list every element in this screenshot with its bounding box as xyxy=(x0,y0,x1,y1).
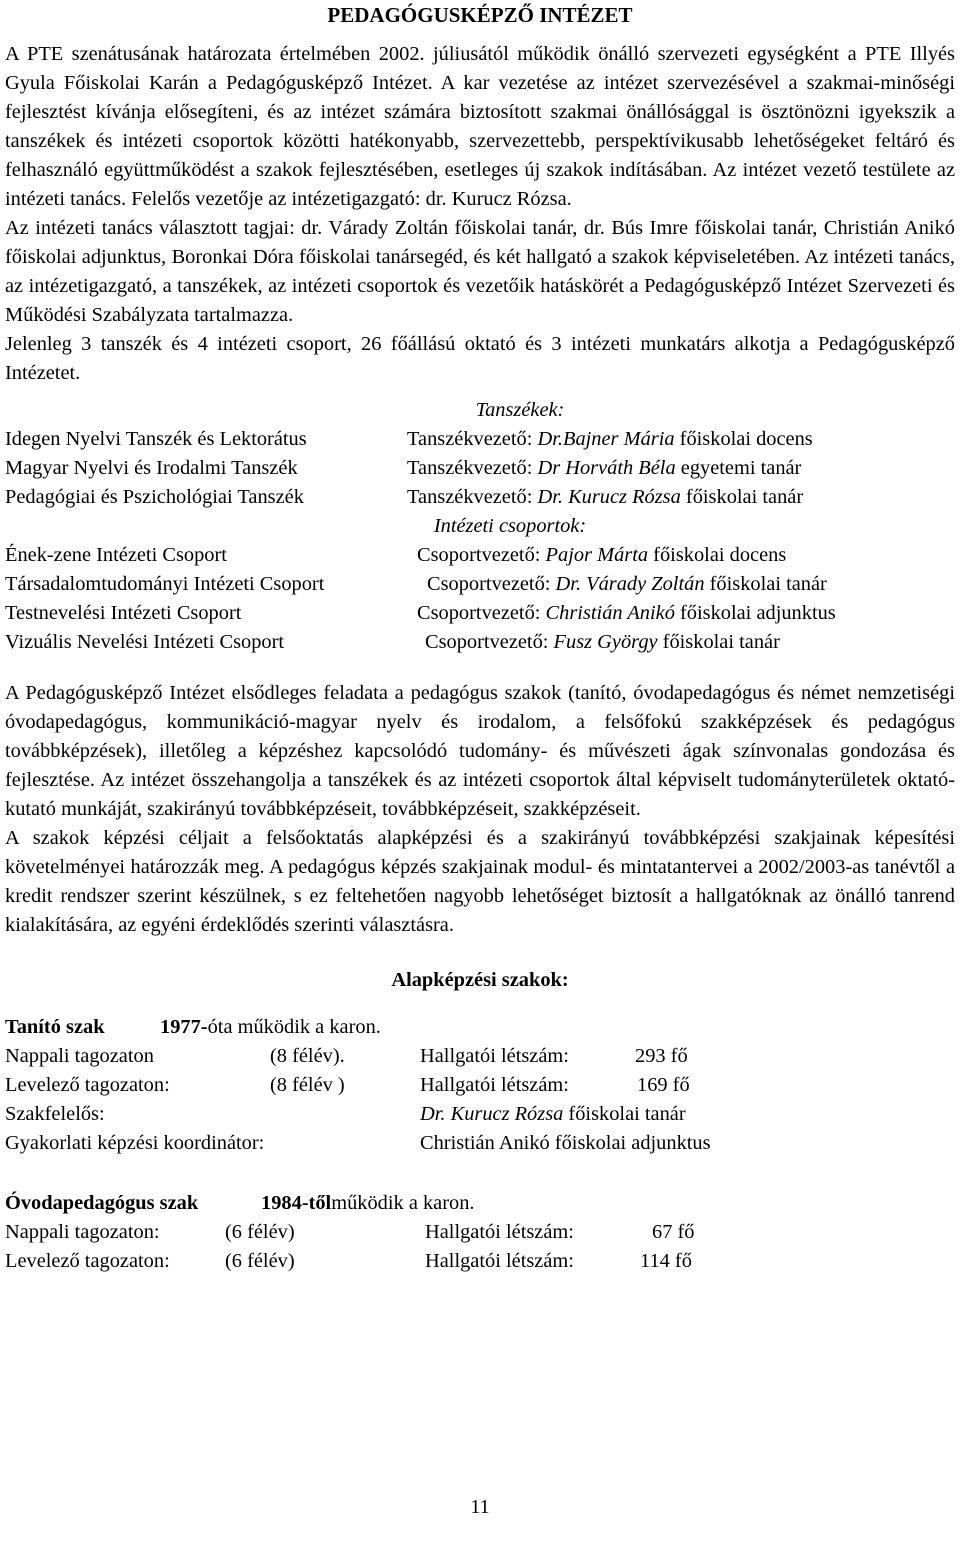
enrollment-label: Hallgatói létszám: xyxy=(420,1074,569,1096)
group-row xyxy=(5,628,955,657)
enrollment-row xyxy=(5,1071,955,1100)
program-since: 1984-től xyxy=(261,1192,332,1214)
study-mode: Levelező tagozaton: xyxy=(5,1074,170,1096)
program-lead-row xyxy=(5,1100,955,1129)
study-mode: Nappali tagozaton: xyxy=(5,1221,160,1243)
body-paragraph-1: A Pedagógusképző Intézet elsődleges feladata a pedagógus szakok (tanító, óvodapedagógus és német nemzetiségi óvodapedagógus, kommunikáció-magyar nyelv és irodalom, a felsőfokú szakképzések és pedagógus továbbképzések), illetőleg a képzéshez kapcsolódó tudomány- és művészeti ágak színvonalas gondozása és fejlesztése. Az intézet összehangolja a tanszékek és az intézeti csoportok által képviselt tudományterületek oktató-kutató munkáját, szakirányú továbbképzéseit, továbbképzéseit, szakképzéseit. xyxy=(5,682,955,820)
department-name: Pedagógiai és Pszichológiai Tanszék xyxy=(5,486,304,508)
study-duration: (6 félév) xyxy=(225,1221,295,1243)
group-head: Csoportvezető: Christián Anikó főiskolai adjunktus xyxy=(417,602,836,624)
departments-heading: Tanszékek: xyxy=(475,399,565,421)
program-name: Óvodapedagógus szak xyxy=(5,1192,199,1214)
tanito-program xyxy=(5,1013,955,1158)
department-head: Tanszékvezető: Dr Horváth Béla egyetemi tanár xyxy=(407,457,802,479)
program-title-line xyxy=(5,1013,955,1042)
enrollment-row xyxy=(5,1247,955,1276)
page-title: PEDAGÓGUSKÉPZŐ INTÉZET xyxy=(327,3,633,27)
enrollment-label: Hallgatói létszám: xyxy=(425,1221,574,1243)
department-name: Magyar Nyelvi és Irodalmi Tanszék xyxy=(5,457,298,479)
program-title-line xyxy=(5,1189,955,1218)
document-page xyxy=(5,0,955,1276)
departments-list xyxy=(5,425,955,512)
coordinator-person: Christián Anikó főiskolai adjunktus xyxy=(420,1132,711,1154)
enrollment-row xyxy=(5,1042,955,1071)
department-head: Tanszékvezető: Dr.Bajner Mária főiskolai docens xyxy=(407,428,813,450)
group-head: Csoportvezető: Fusz György főiskolai tanár xyxy=(425,631,780,653)
lead-person: Dr. Kurucz Rózsa főiskolai tanár xyxy=(420,1103,686,1125)
lead-label: Szakfelelős: xyxy=(5,1103,105,1125)
program-name: Tanító szak xyxy=(5,1016,105,1038)
group-name: Társadalomtudományi Intézeti Csoport xyxy=(5,573,325,595)
group-name: Vizuális Nevelési Intézeti Csoport xyxy=(5,631,285,653)
group-head: Csoportvezető: Pajor Márta főiskolai docens xyxy=(417,544,787,566)
enrollment-count: 293 fő xyxy=(635,1045,688,1067)
group-name: Testnevelési Intézeti Csoport xyxy=(5,602,242,624)
department-row xyxy=(5,425,955,454)
study-duration: (8 félév). xyxy=(270,1045,345,1067)
study-mode: Nappali tagozaton xyxy=(5,1045,154,1067)
program-since-text: óta működik a karon. xyxy=(207,1016,381,1038)
coordinator-label: Gyakorlati képzési koordinátor: xyxy=(5,1132,265,1154)
enrollment-count: 67 fő xyxy=(652,1221,695,1243)
program-coordinator-row xyxy=(5,1129,955,1158)
program-since-text: működik a karon. xyxy=(331,1192,475,1214)
intro-paragraph-1: A PTE szenátusának határozata értelmében 2002. júliusától működik önálló szervezeti egységként a PTE Illyés Gyula Főiskolai Karán a Pedagógusképző Intézet. A kar vezetése az intézet szervezésével a szakmai-minőségi fejlesztést kívánja elősegíteni, és az intézet számára biztosított szakmai önállósággal is ösztönözni igyekszik a tanszékek és intézeti csoportok közötti hatékonyabb, szervezettebb, perspektívikusabb lehetőségeket feltáró és felhasználó együttműködést a szakok fejlesztésében, esetleges új szakok indításában. Az intézet vezető testülete az intézeti tanács. Felelős vezetője az intézetigazgató: dr. Kurucz Rózsa. xyxy=(5,43,955,210)
department-head: Tanszékvezető: Dr. Kurucz Rózsa főiskolai tanár xyxy=(407,486,804,508)
intro-paragraph-2: Az intézeti tanács választott tagjai: dr. Várady Zoltán főiskolai tanár, dr. Bús Imre főiskolai tanár, Christián Anikó főiskolai adjunktus, Boronkai Dóra főiskolai tanársegéd, és két hallgató a szakok képviseletében. Az intézeti tanács, az intézetigazgató, a tanszékek, az intézeti csoportok és vezetőik hatáskörét a Pedagógusképző Intézet Szervezeti és Működési Szabályzata tartalmazza. xyxy=(5,217,955,326)
group-row xyxy=(5,599,955,628)
department-row xyxy=(5,483,955,512)
enrollment-label: Hallgatói létszám: xyxy=(420,1045,569,1067)
study-mode: Levelező tagozaton: xyxy=(5,1250,170,1272)
enrollment-row xyxy=(5,1218,955,1247)
study-duration: (6 félév) xyxy=(225,1250,295,1272)
body-paragraph-2: A szakok képzési céljait a felsőoktatás alapképzési és a szakirányú továbbképzési szakjainak képesítési követelményei határozzák meg. A pedagógus képzés szakjainak modul- és mintatantervei a 2002/2003-as tanévtől a kredit rendszer szerint készülnek, s ez feltehetően nagyobb lehetőséget biztosít a hallgatóknak az önálló tanrend kialakítására, az egyéni érdeklődés szerinti választásra. xyxy=(5,827,955,936)
group-head: Csoportvezető: Dr. Várady Zoltán főiskolai tanár xyxy=(427,573,827,595)
ovoda-program xyxy=(5,1189,955,1276)
department-row xyxy=(5,454,955,483)
group-row xyxy=(5,570,955,599)
department-name: Idegen Nyelvi Tanszék és Lektorátus xyxy=(5,428,307,450)
study-duration: (8 félév ) xyxy=(270,1074,345,1096)
programs-heading: Alapképzési szakok: xyxy=(391,969,569,991)
program-since: 1977- xyxy=(160,1016,208,1038)
groups-list xyxy=(5,541,955,657)
enrollment-count: 114 fő xyxy=(640,1250,692,1272)
enrollment-label: Hallgatói létszám: xyxy=(425,1250,574,1272)
group-row xyxy=(5,541,955,570)
groups-heading: Intézeti csoportok: xyxy=(433,515,587,537)
intro-paragraph-3: Jelenleg 3 tanszék és 4 intézeti csoport, 26 főállású oktató és 3 intézeti munkatárs alkotja a Pedagógusképző Intézetet. xyxy=(5,333,955,384)
group-name: Ének-zene Intézeti Csoport xyxy=(5,544,227,566)
enrollment-count: 169 fő xyxy=(637,1074,690,1096)
page-number: 11 xyxy=(470,1496,490,1518)
